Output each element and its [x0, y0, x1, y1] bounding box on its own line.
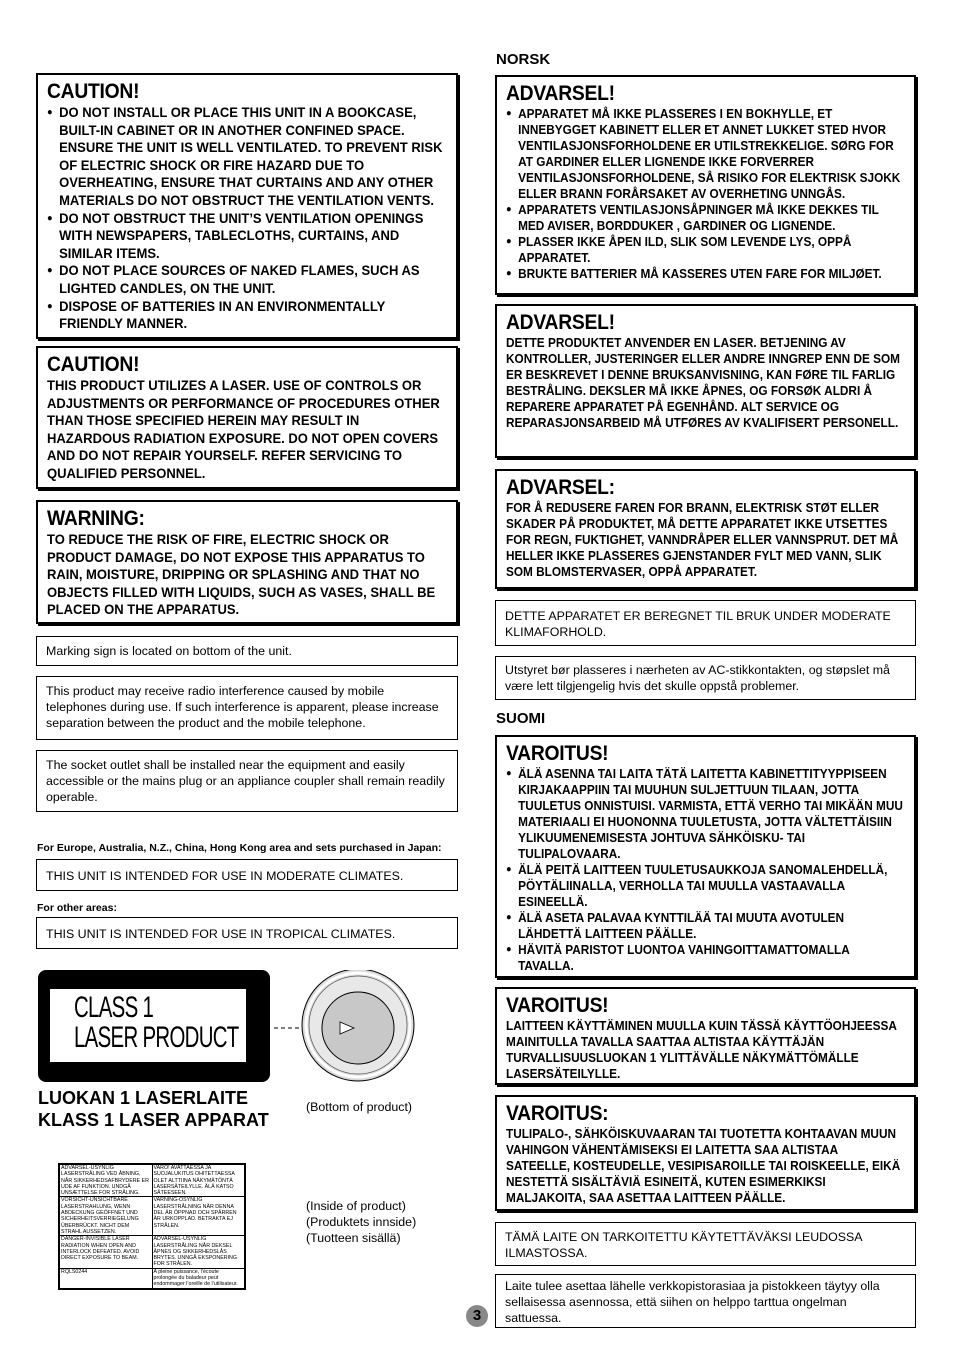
radio-interference-notice — [36, 676, 458, 740]
advarsel-item: ● BRUKTE BATTERIER MÅ KASSERES UTEN FARE FOR MILJØET. — [506, 266, 903, 282]
advarsel-title: ADVARSEL! — [506, 311, 615, 334]
radio-interference-text: This product may receive radio interference caused by mobile telephones during use. If such interference is apparent, please increase separation between the product and the mobile telephone. — [46, 684, 439, 730]
inside-product-caption — [306, 1198, 416, 1246]
varoitus-title: VAROITUS! — [506, 742, 609, 765]
varoitus-moisture-text: TULIPALO-, SÄHKÖISKUVAARAN TAI TUOTETTA KOHTAAVAN MUUN VAHINGON VÄHENTÄMISEKSI EI LAITETTA SAA ALTISTAA SATEELLE, KOSTEUDELLE, VESIPISAROILLE TAI ROISKEELLE, EIKÄ NESTETTÄ SISÄLTÄVIÄ ESINEITÄ, KUTEN ESIMERKIKSI MALJAKOITA, SAA ASETTAA LAITTEEN PÄÄLLE. — [506, 1127, 901, 1205]
advarsel-moisture-box — [495, 469, 916, 589]
advarsel-laser-box — [495, 304, 916, 458]
caution-list — [47, 104, 445, 333]
varoitus-item: ● ÄLÄ ASENNA TAI LAITA TÄTÄ LAITETTA KABINETTITYYPPISEEN KIRJAKAAPPIIN TAI MUUHUN SULJETTUUN TILAAN, JOTTA TUULETUS ONNISTUISI. VARMISTA, ETTÄ VERHO TAI MIKÄÄN MUU MATERIAALI EI HUONONNA TUULETUSTA, JOTTA VÄLTETTÄISIIN YLIKUUMENEMISESTA JOHTUVA SÄHKÖISKU- TAI TULIPALOVAARA. — [506, 766, 903, 862]
varoitus-item: ● HÄVITÄ PARISTOT LUONTOA VAHINGOITTAMATTOMALLA TAVALLA. — [506, 942, 903, 974]
varoitus-item: ● ÄLÄ PEITÄ LAITTEEN TUULETUSAUKKOJA SANOMALEHDELLÄ, PÖYTÄLIINALLA, VERHOLLA TAI MUULLA VASTAAVALLA ESINEELLÄ. — [506, 862, 903, 910]
caution-laser-box — [36, 346, 458, 489]
advarsel-ventilation-box — [495, 75, 916, 295]
marking-sign-text: Marking sign is located on bottom of the unit. — [46, 644, 292, 658]
inside-caption-line: (Tuotteen sisällä) — [306, 1231, 401, 1245]
tropical-climate-text: THIS UNIT IS INTENDED FOR USE IN TROPICAL CLIMATES. — [46, 927, 396, 941]
sticker-cell: VORSICHT-UNSICHTBARE LASERSTRAHLUNG, WENN ABDECKUNG GEÖFFNET UND SICHERHEITSVERRIEGELUNG ÜBERBRÜCKT. NICHT DEM STRAHL AUSSETZEN. — [60, 1197, 153, 1236]
advarsel-item: ● APPARATETS VENTILASJONSÅPNINGER MÅ IKKE DEKKES TIL MED AVISER, BORDDUKER , GARDINER OG LIGNENDE. — [506, 202, 903, 234]
bottom-of-product-diagram — [270, 970, 420, 1100]
sticker-row — [60, 1236, 245, 1268]
norsk-heading: NORSK — [496, 51, 551, 68]
varoitus-laser-box — [495, 987, 916, 1085]
advarsel-moisture-text: FOR Å REDUSERE FAREN FOR BRANN, ELEKTRISK STØT ELLER SKADER PÅ PRODUKTET, MÅ DETTE APPARATET IKKE UTSETTES FOR REGN, FUKTIGHET, VANNDRÅPER ELLER VANNSPRUT. DET MÅ HELLER IKKE PLASSERES GJENSTANDER FYLT MED VANN, SLIK SOM BLOMSTERVASER, OPPÅ APPARATET. — [506, 501, 899, 579]
page-number: 3 — [466, 1305, 488, 1327]
europe-area-heading: For Europe, Australia, N.Z., China, Hong Kong area and sets purchased in Japan: — [37, 842, 442, 854]
leudossa-notice — [495, 1222, 916, 1266]
sticker-cell: ADVARSEL-USYNLIG LASERSTRÅLING VED ÅBNING, NÅR SIKKERHEDSAFBRYDERE ER UDE AF FUNKTION. UNDGÅ UNSÆTTELSE FOR STRÅLING. — [60, 1165, 153, 1197]
socket-outlet-text: The socket outlet shall be installed near the equipment and easily accessible or the mains plug or an appliance coupler shall remain readily operable. — [46, 758, 445, 804]
ac-stikkontakt-notice — [495, 656, 916, 700]
sticker-cell: VARNING-OSYNLIG LASERSTRÅLNING NÄR DENNA DEL ÄR ÖPPNAD OCH SPÄRREN ÄR URKOPPLAD. BETRAKTA EJ STRÅLEN. — [152, 1197, 245, 1236]
caution-item: ● DO NOT OBSTRUCT THE UNIT’S VENTILATION OPENINGS WITH NEWSPAPERS, TABLECLOTHS, CURTAINS, AND SIMILAR ITEMS. — [47, 210, 445, 263]
klimaforhold-notice — [495, 600, 916, 646]
varoitus-list — [506, 766, 903, 974]
class1-laser-label — [38, 970, 270, 1082]
other-areas-heading: For other areas: — [37, 902, 117, 914]
advarsel-item: ● PLASSER IKKE ÅPEN ILD, SLIK SOM LEVENDE LYS, OPPÅ APPARATET. — [506, 234, 903, 266]
sticker-row — [60, 1197, 245, 1236]
varoitus-laser-text: LAITTEEN KÄYTTÄMINEN MUULLA KUIN TÄSSÄ KÄYTTÖOHJEESSA MAINITULLA TAVALLA SAATTAA ALTISTAA KÄYTTÄJÄN TURVALLISUUSLUOKAN 1 YLITTÄVÄLLE NÄKYMÄTTÖMÄLLE LASERSÄTEILYLLE. — [506, 1019, 897, 1081]
laser-warning-sticker — [58, 1163, 246, 1290]
leudossa-text: TÄMÄ LAITE ON TARKOITETTU KÄYTETTÄVÄKSI LEUDOSSA ILMASTOSSA. — [505, 1230, 862, 1260]
inside-caption-line: (Produktets innside) — [306, 1215, 417, 1229]
caution-item: ● DISPOSE OF BATTERIES IN AN ENVIRONMENTALLY FRIENDLY MANNER. — [47, 298, 445, 333]
advarsel-item: ● APPARATET MÅ IKKE PLASSERES I EN BOKHYLLE, ET INNEBYGGET KABINETT ELLER ET ANNET LUKKET STED HVOR VENTILASJONSFORHOLDENE ER UTILSTREKKELIGE. SØRG FOR AT GARDINER ELLER LIGNENDE IKKE FORVERRER VENTILASJONSFORHOLDENE, SÅ RISIKO FOR ELEKTRISK SJOKK ELLER BRANN FORÅRSAKET AV OVERHETING UNNGÅS. — [506, 106, 903, 202]
varoitus-moisture-box — [495, 1095, 916, 1211]
warning-text: TO REDUCE THE RISK OF FIRE, ELECTRIC SHOCK OR PRODUCT DAMAGE, DO NOT EXPOSE THIS APPARATUS TO RAIN, MOISTURE, DRIPPING OR SPLASHING AND THAT NO OBJECTS FILLED WITH LIQUIDS, SUCH AS VASES, SHALL BE PLACED ON THE APPARATUS. — [47, 531, 436, 618]
sticker-table — [59, 1164, 245, 1289]
caution-item: ● DO NOT PLACE SOURCES OF NAKED FLAMES, SUCH AS LIGHTED CANDLES, ON THE UNIT. — [47, 262, 445, 297]
varoitus-ventilation-box — [495, 735, 916, 978]
luokan-laser-text: LUOKAN 1 LASERLAITE — [38, 1088, 249, 1108]
sticker-cell: VARO! AVATTAESSA JA SUOJALUKITUS OHITETTAESSA OLET ALTTIINA NÄKYMÄTÖNTÄ LASERSÄTEILYLLE. ÄLÄ KATSO SÄTEESEEN. — [152, 1165, 245, 1197]
warning-title: WARNING: — [47, 507, 145, 530]
caution-ventilation-box — [36, 73, 458, 339]
caution-title: CAUTION! — [47, 353, 140, 376]
sticker-cell: DANGER-INVISIBLE LASER RADIATION WHEN OPEN AND INTERLOCK DEFEATED. AVOID DIRECT EXPOSURE TO BEAM. — [60, 1236, 153, 1268]
varoitus-title: VAROITUS: — [506, 1102, 609, 1125]
advarsel-title: ADVARSEL: — [506, 476, 615, 499]
verkkopistorasia-notice — [495, 1274, 916, 1328]
varoitus-title: VAROITUS! — [506, 994, 609, 1017]
sticker-cell: RQLS0244 — [60, 1268, 153, 1288]
verkkopistorasia-text: Laite tulee asettaa lähelle verkkopistorasiaa ja pistokkeen täytyy olla sellaisessa asennossa, että siihen on helppo tarttua ongelman sattuessa. — [505, 1279, 880, 1325]
caution-title: CAUTION! — [47, 80, 140, 103]
marking-sign-notice — [36, 636, 458, 666]
advarsel-list — [506, 106, 903, 282]
laser-label-line1: CLASS 1 — [74, 991, 154, 1024]
advarsel-laser-text: DETTE PRODUKTET ANVENDER EN LASER. BETJENING AV KONTROLLER, JUSTERINGER ELLER ANDRE INNGREP ENN DE SOM ER BESKREVET I DENNE BRUKSANVISNING, KAN FØRE TIL FARLIG BESTRÅLING. DEKSLER MÅ IKKE ÅPNES, OG FORSØK ALDRI Å REPARERE APPARATET PÅ EGENHÅND. ALT SERVICE OG REPARASJONSARBEID MÅ UTFØRES AV KVALIFISERT PERSONELL. — [506, 336, 901, 430]
suomi-heading: SUOMI — [496, 710, 546, 727]
warning-box — [36, 500, 458, 624]
sticker-cell: A pleine puissance, l’écoute prolongée du baladeur peut endommager l’oreille de l’utilisateur. — [152, 1268, 245, 1288]
moderate-climate-text: THIS UNIT IS INTENDED FOR USE IN MODERATE CLIMATES. — [46, 869, 404, 883]
advarsel-title: ADVARSEL! — [506, 82, 615, 105]
sticker-row — [60, 1165, 245, 1197]
sticker-row — [60, 1268, 245, 1288]
socket-outlet-notice — [36, 750, 458, 812]
tropical-climate-notice — [36, 917, 458, 949]
laser-label-inner — [50, 989, 246, 1062]
laser-label-line2: LASER PRODUCT — [74, 1021, 239, 1054]
caution-item: ● DO NOT INSTALL OR PLACE THIS UNIT IN A BOOKCASE, BUILT-IN CABINET OR IN ANOTHER CONFINED SPACE. ENSURE THE UNIT IS WELL VENTILATED. TO PREVENT RISK OF ELECTRIC SHOCK OR FIRE HAZARD DUE TO OVERHEATING, ENSURE THAT CURTAINS AND ANY OTHER MATERIALS DO NOT OBSTRUCT THE VENTILATION VENTS. — [47, 104, 445, 210]
moderate-climate-notice — [36, 859, 458, 891]
inside-caption-line: (Inside of product) — [306, 1199, 406, 1213]
caution-laser-text: THIS PRODUCT UTILIZES A LASER. USE OF CONTROLS OR ADJUSTMENTS OR PERFORMANCE OF PROCEDURES OTHER THAN THOSE SPECIFIED HEREIN MAY RESULT IN HAZARDOUS RADIATION EXPOSURE. DO NOT OPEN COVERS AND DO NOT REPAIR YOURSELF. REFER SERVICING TO QUALIFIED PERSONNEL. — [47, 377, 440, 481]
ac-stikkontakt-text: Utstyret bør plasseres i nærheten av AC-stikkontakten, og støpslet må være lett tilgjengelig hvis det skulle oppstå problemer. — [505, 663, 890, 693]
varoitus-item: ● ÄLÄ ASETA PALAVAA KYNTTILÄÄ TAI MUUTA AVOTULEN LÄHDETTÄ LAITTEEN PÄÄLLE. — [506, 910, 903, 942]
klass-laser-text: KLASS 1 LASER APPARAT — [38, 1110, 269, 1130]
bottom-of-product-caption: (Bottom of product) — [306, 1100, 413, 1114]
sticker-cell: ADVARSEL-USYNLIG LASERSTRÅLING NÅR DEKSEL ÅPNES OG SIKKERHEDSLÅS BRYTES. UNNGÅ EKSPONERING FOR STRÅLEN. — [152, 1236, 245, 1268]
klimaforhold-text: DETTE APPARATET ER BEREGNET TIL BRUK UNDER MODERATE KLIMAFORHOLD. — [505, 609, 891, 639]
